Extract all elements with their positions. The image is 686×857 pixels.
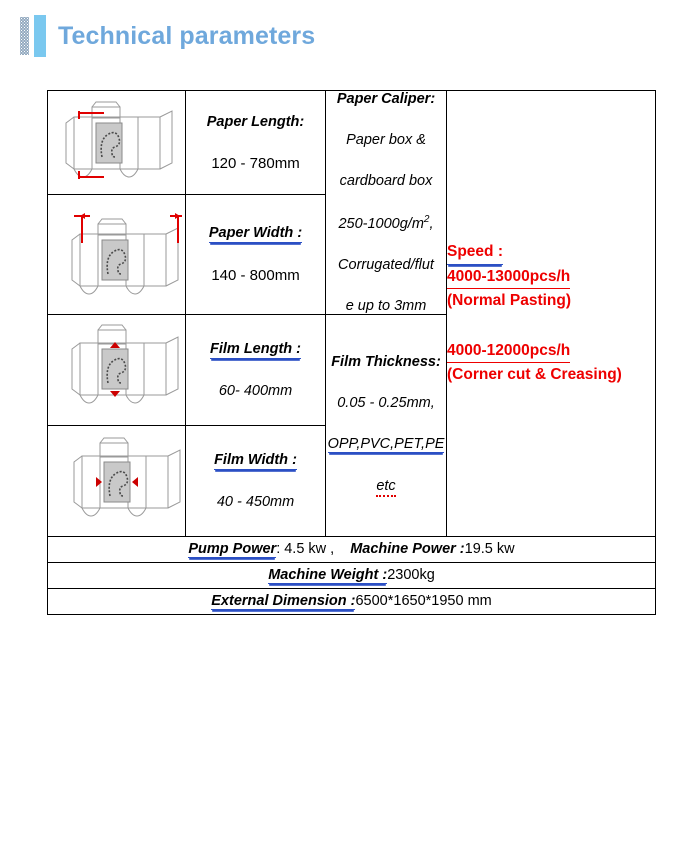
film-thickness-line-3-wrap bbox=[326, 478, 446, 497]
film-width-icon-cell bbox=[48, 425, 186, 536]
film-width-label: Film Width : bbox=[214, 452, 297, 469]
table-row bbox=[48, 562, 656, 588]
paper-length-value: 120 - 780mm bbox=[211, 154, 300, 172]
film-width-dimension-cell bbox=[186, 425, 326, 536]
machine-power-label: Machine Power : bbox=[350, 540, 465, 557]
film-thickness-line-1: 0.05 - 0.25mm, bbox=[337, 394, 435, 411]
film-thickness-materials: OPP,PVC,PET,PE bbox=[327, 435, 445, 452]
pump-power-value: : 4.5 kw , bbox=[276, 540, 335, 557]
speed-cell bbox=[447, 91, 656, 537]
external-dimension-label: External Dimension : bbox=[211, 592, 356, 609]
speed-note-2: (Corner cut & Creasing) bbox=[447, 366, 622, 384]
paper-length-dimension-cell bbox=[186, 91, 326, 195]
decorative-dotted-bar-icon bbox=[20, 17, 29, 55]
paper-length-label: Paper Length: bbox=[206, 113, 305, 130]
table-row bbox=[48, 91, 656, 195]
speed-value-2-wrap bbox=[447, 339, 655, 364]
paper-caliper-cell bbox=[326, 91, 447, 315]
film-thickness-line-2-wrap bbox=[326, 436, 446, 453]
technical-parameters-table-wrapper bbox=[47, 90, 655, 615]
pump-power-label: Pump Power bbox=[188, 540, 277, 557]
paper-width-icon-cell bbox=[48, 194, 186, 314]
page-header bbox=[0, 0, 686, 72]
speed-note-1: (Normal Pasting) bbox=[447, 292, 572, 310]
film-thickness-etc: etc bbox=[376, 478, 395, 497]
film-length-label: Film Length : bbox=[209, 341, 301, 358]
page-title: Technical parameters bbox=[58, 21, 316, 50]
paper-caliper-line-4: Corrugated/flut bbox=[338, 256, 434, 273]
speed-spacer bbox=[447, 313, 655, 339]
machine-weight-footer-cell bbox=[48, 562, 656, 588]
film-length-box-diagram-icon bbox=[48, 315, 185, 425]
machine-weight-label: Machine Weight : bbox=[268, 566, 388, 583]
paper-caliper-line-1: Paper box & bbox=[346, 132, 426, 148]
paper-width-box-diagram-icon bbox=[48, 199, 185, 309]
paper-length-icon-cell bbox=[48, 91, 186, 195]
caliper-superscript: 2 bbox=[423, 214, 430, 225]
film-thickness-heading: Film Thickness: bbox=[331, 353, 441, 370]
speed-value-1-wrap bbox=[447, 265, 655, 290]
speed-value-2: 4000-12000pcs/h bbox=[447, 339, 570, 364]
speed-heading-wrap bbox=[447, 240, 655, 265]
paper-width-label: Paper Width : bbox=[208, 225, 303, 242]
film-length-dimension-cell bbox=[186, 314, 326, 425]
machine-weight-value: 2300kg bbox=[387, 566, 435, 583]
external-dimension-value: 6500*1650*1950 mm bbox=[355, 592, 492, 609]
table-row bbox=[48, 588, 656, 614]
machine-power-value: 19.5 kw bbox=[464, 540, 515, 557]
film-width-value: 40 - 450mm bbox=[216, 493, 295, 510]
external-dimension-footer-cell bbox=[48, 588, 656, 614]
paper-length-box-diagram-icon bbox=[48, 95, 185, 190]
film-length-icon-cell bbox=[48, 314, 186, 425]
power-footer-cell bbox=[48, 536, 656, 562]
table-row bbox=[48, 536, 656, 562]
speed-value-1: 4000-13000pcs/h bbox=[447, 265, 570, 290]
decorative-solid-bar-icon bbox=[34, 15, 46, 57]
speed-heading: Speed : bbox=[447, 240, 503, 265]
film-width-box-diagram-icon bbox=[48, 426, 185, 536]
paper-width-value: 140 - 800mm bbox=[211, 267, 300, 285]
paper-caliper-heading: Paper Caliper: bbox=[336, 91, 436, 107]
paper-caliper-line-3: $250-1000g/m^2$, bbox=[338, 214, 434, 232]
film-length-value: 60- 400mm bbox=[218, 382, 293, 399]
film-thickness-cell bbox=[326, 314, 447, 536]
paper-caliper-line-5: e up to 3mm bbox=[345, 297, 427, 314]
paper-caliper-line-2: cardboard box bbox=[339, 173, 433, 189]
technical-parameters-table bbox=[47, 90, 656, 615]
paper-width-dimension-cell bbox=[186, 194, 326, 314]
